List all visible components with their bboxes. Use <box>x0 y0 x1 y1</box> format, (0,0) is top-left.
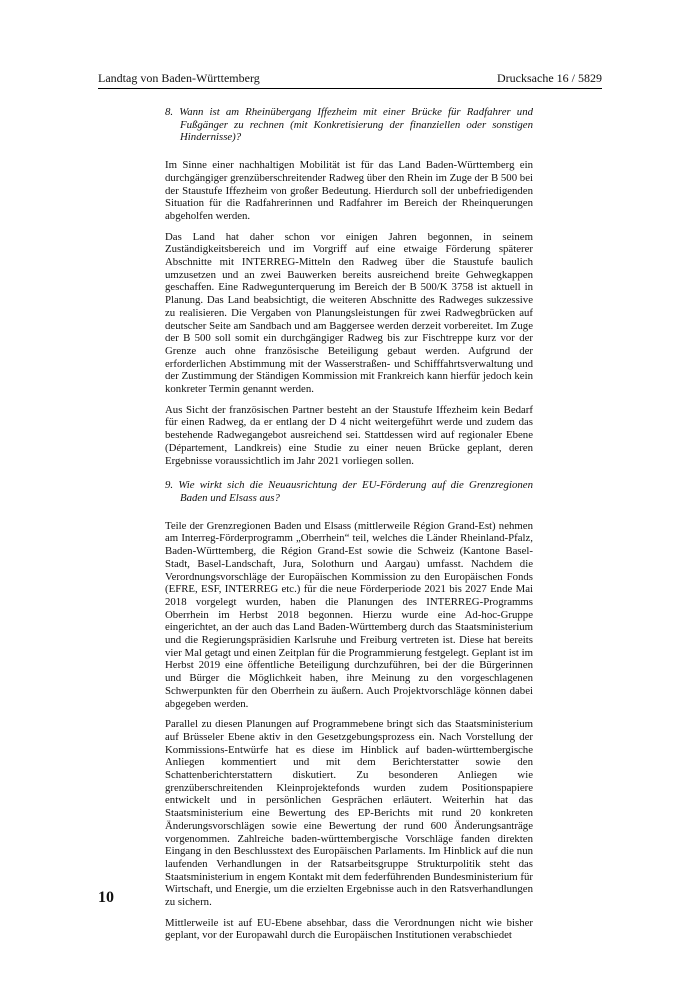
question-9: 9. Wie wirkt sich die Neuausrichtung der EU-Förderung auf die Grenzregionen Baden und Elsass aus? <box>165 479 533 504</box>
answer-9-paragraph-2: Parallel zu diesen Planungen auf Programmebene bringt sich das Staatsministerium auf Brüsseler Ebene aktiv in den Gesetzgebungsprozess ein. Nach Vorstellung der Kommissions-Entwürfe hat es diese im Hinblick auf baden-württembergische Anliegen kommentiert und mit dem Berichterstatter sowie den Schattenberichterstattern diskutiert. Zu besonderen Anliegen wie grenzüberschreitenden Kleinprojektefonds wurden zudem Positionspapiere entwickelt und in persönlichen Gesprächen erläutert. Weiterhin hat das Staatsministerium eine Bewertung des EP-Berichts mit rund 20 konkreten Änderungsvorschlägen sowie eine Bewertung der rund 600 Änderungsanträge vorgenommen. Zahlreiche baden-württembergische Vorschläge fanden direkten Eingang in den Beschlusstext des Europäischen Parlaments. Im Hinblick auf die nun laufenden Verhandlungen in der Ratsarbeitsgruppe Strukturpolitik steht das Staatsministerium in engem Kontakt mit dem federführenden Bundesministerium für Wirtschaft, und Energie, um die erzielten Ergebnisse auch in den Ratsverhandlungen zu sichern. <box>165 718 533 909</box>
question-8: 8. Wann ist am Rheinübergang Iffezheim mit einer Brücke für Radfahrer und Fußgänger zu rechnen (mit Konkretisierung der finanziellen oder sonstigen Hindernisse)? <box>165 106 533 144</box>
answer-9-paragraph-3: Mittlerweile ist auf EU-Ebene absehbar, dass die Verordnungen nicht wie bisher geplant, vor der Europawahl durch die Europäischen Institutionen verabschiedet <box>165 916 533 942</box>
answer-8-paragraph-1: Im Sinne einer nachhaltigen Mobilität ist für das Land Baden-Württemberg ein durchgängiger grenzüberschreitender Radweg über den Rhein im Zuge der B 500 bei der Staustufe Iffezheim von großer Bedeutung. Hierdurch soll der unbefriedigenden Situation für die Radfahrerinnen und Radfahrer im Bereich der Rheinquerungen abgeholfen werden. <box>165 159 533 222</box>
header-document-number: Drucksache 16 / 5829 <box>497 71 602 85</box>
answer-8-paragraph-2: Das Land hat daher schon vor einigen Jahren begonnen, in seinem Zuständigkeitsbereich und im Vorgriff auf eine etwaige Förderung späterer Abschnitte mit INTERREG-Mitteln den Radweg über die Staustufe baulich umzusetzen und an zwei Bauwerken bereits ausreichend breite Gehwegkappen geschaffen. Eine Radwegunterquerung im Bereich der B 500/K 3758 ist aktuell in Planung. Das Land beabsichtigt, die weiteren Abschnitte des Radweges sukzessive zu realisieren. Die Vergaben von Planungsleistungen für zwei Radwegbrücken auf deutscher Seite am Sandbach und am Baggersee werden derzeit vorbereitet. Im Zuge der B 500 soll somit ein durchgängiger Radweg bis zur Fischtreppe kurz vor der Grenze auch ohne französische Beteiligung gebaut werden. Aufgrund der erforderlichen Abstimmung mit der Wasserstraßen- und Schifffahrtsverwaltung und der Zustimmung der Ständigen Kommission mit Frankreich kann hierfür jedoch kein konkreter Termin genannt werden. <box>165 230 533 396</box>
answer-9-paragraph-1: Teile der Grenzregionen Baden und Elsass (mittlerweile Région Grand-Est) nehmen am Interreg-Förderprogramm „Oberrhein“ teil, welches die Länder Rheinland-Pfalz, Baden-Württemberg, die Région Grand-Est sowie die Schweiz (Kantone Basel-Stadt, Basel-Landschaft, Jura, Solothurn und Aargau) umfasst. Nachdem die Verordnungsvorschläge der Europäischen Kommission zu den Europäischen Fonds (EFRE, ESF, INTERREG etc.) für die neue Förderperiode 2021 bis 2027 Ende Mai 2018 vorgelegt wurden, haben die Planungen des INTERREG-Programms Oberrhein im Herbst 2018 begonnen. Hierzu wurde eine Ad-hoc-Gruppe eingerichtet, an der auch das Land Baden-Württemberg durch das Staatsministerium und die Regierungspräsidien Karlsruhe und Freiburg vertreten ist. Diese hat bereits vier Mal getagt und einen Zeitplan für die Programmierung festgelegt. Geplant ist im Herbst 2019 eine öffentliche Beteiligung durchzuführen, bei der die Bürgerinnen und Bürger die Möglichkeit haben, ihre Meinung zu den vorgeschlagenen Schwerpunkten für den Oberrhein zu äußern. Auch Projektvorschläge können dabei abgegeben werden. <box>165 519 533 710</box>
page-number: 10 <box>98 889 114 906</box>
page-header <box>98 70 602 89</box>
answer-8-paragraph-3: Aus Sicht der französischen Partner besteht an der Staustufe Iffezheim kein Bedarf für einen Radweg, da er entlang der D 4 nicht weitergeführt werde und zudem das bestehende Radwegangebot ausreichend sei. Stattdessen wird auf regionaler Ebene (Département, Landkreis) eine Studie zu einer neuen Brücke geplant, deren Ergebnisse voraussichtlich im Jahr 2021 vorliegen sollen. <box>165 403 533 467</box>
header-parliament-name: Landtag von Baden-Württemberg <box>98 71 260 85</box>
document-body <box>165 106 533 950</box>
